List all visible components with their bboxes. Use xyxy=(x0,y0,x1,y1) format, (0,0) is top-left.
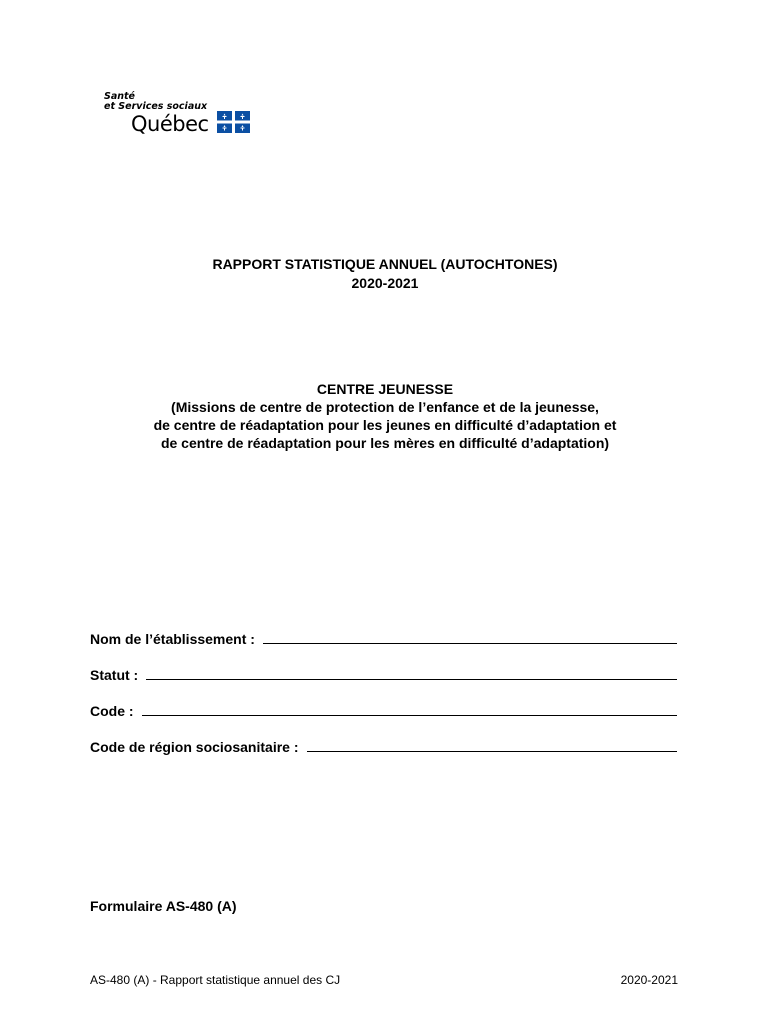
logo-line-sante: Santé xyxy=(104,91,136,102)
quebec-logo xyxy=(104,92,254,138)
mission-line: (Missions de centre de protection de l’enfance et de la jeunesse, xyxy=(171,399,599,415)
fill-in-line[interactable] xyxy=(307,751,678,752)
field-label: Code : xyxy=(90,703,134,719)
form-identifier: Formulaire AS-480 (A) xyxy=(90,898,237,914)
fill-in-line[interactable] xyxy=(142,715,677,716)
footer-year: 2020-2021 xyxy=(620,973,678,987)
field-label: Nom de l’établissement : xyxy=(90,631,255,647)
report-year: 2020-2021 xyxy=(351,275,419,291)
centre-heading: CENTRE JEUNESSE xyxy=(316,381,454,397)
quebec-flag-icon xyxy=(217,111,250,133)
fill-in-line[interactable] xyxy=(146,679,677,680)
field-code xyxy=(90,700,677,720)
field-label: Statut : xyxy=(90,667,139,683)
field-statut xyxy=(90,664,677,684)
mission-line: de centre de réadaptation pour les mères en difficulté d’adaptation) xyxy=(160,435,610,451)
field-nom-etablissement xyxy=(90,628,677,648)
field-code-region xyxy=(90,736,677,756)
logo-line-services-sociaux: et Services sociaux xyxy=(104,101,208,112)
fill-in-line[interactable] xyxy=(263,643,677,644)
footer-document-name: AS-480 (A) - Rapport statistique annuel des CJ xyxy=(90,973,341,987)
mission-line: de centre de réadaptation pour les jeunes en difficulté d’adaptation et xyxy=(153,417,617,433)
logo-wordmark: Québec xyxy=(131,112,209,136)
field-label: Code de région sociosanitaire : xyxy=(90,739,299,755)
report-title: RAPPORT STATISTIQUE ANNUEL (AUTOCHTONES) xyxy=(212,256,558,272)
